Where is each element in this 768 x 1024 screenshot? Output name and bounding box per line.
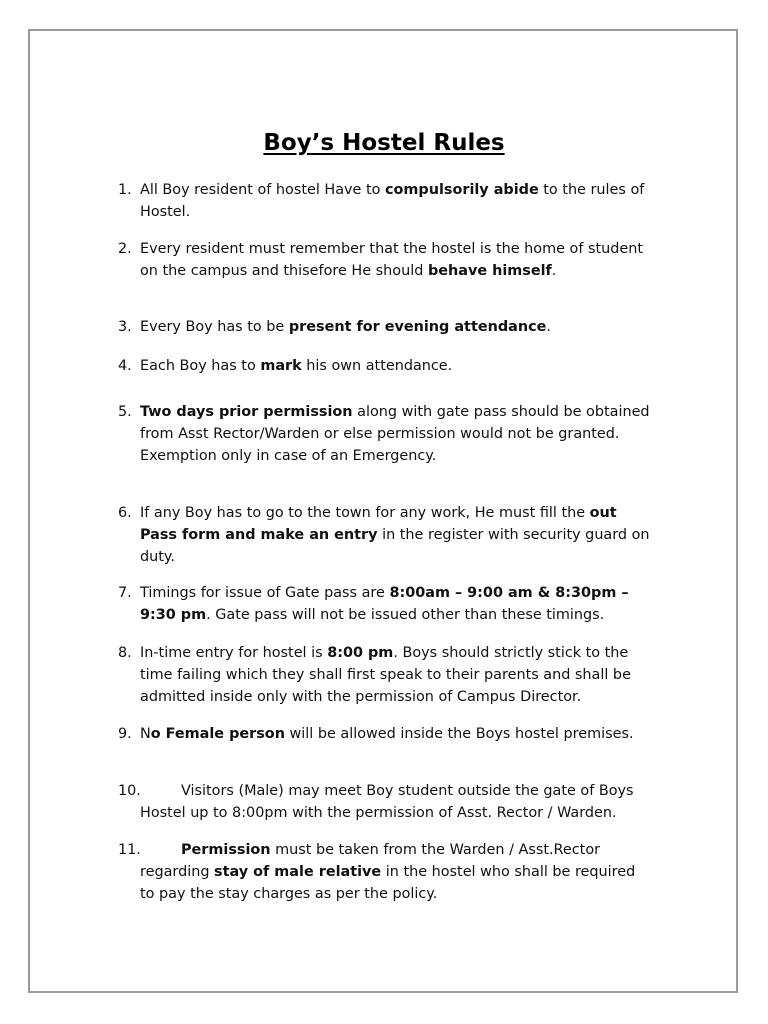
rule-text-line	[140, 642, 628, 664]
rule-emphasis: compulsorily abide	[385, 182, 539, 198]
rule-emphasis: out	[589, 505, 617, 521]
rule-number: 9.	[118, 726, 132, 742]
rule-text: Exemption only in case of an Emergency.	[140, 448, 437, 464]
rule-text: Visitors (Male) may meet Boy student outside the gate of Boys	[181, 783, 634, 799]
rule-text: in the hostel who shall be required	[381, 864, 636, 880]
rule-text: to pay the stay charges as per the policy.	[140, 886, 438, 902]
rule-text: N	[140, 726, 151, 742]
rule-text: must be taken from the Warden / Asst.Rector	[270, 842, 601, 858]
rule-text-line	[140, 802, 617, 824]
rule-number: 3.	[118, 319, 132, 335]
rule-text: his own attendance.	[301, 358, 453, 374]
rule-emphasis: o Female person	[150, 726, 285, 742]
rule-emphasis: stay of male relative	[214, 864, 382, 880]
rule-text-line	[140, 502, 617, 524]
rule-emphasis: present for evening attendance	[288, 319, 547, 335]
rule-text: .	[546, 319, 551, 335]
rule-number: 2.	[118, 241, 132, 257]
rule-text-line	[140, 355, 452, 377]
rule-number: 7.	[118, 585, 132, 601]
rule-text: All Boy resident of hostel Have to	[140, 182, 385, 198]
rule-text: Hostel up to 8:00pm with the permission of Asst. Rector / Warden.	[140, 805, 617, 821]
rule-text-line	[181, 839, 600, 861]
rule-text-line	[140, 316, 551, 338]
rule-text-line	[140, 524, 650, 546]
rule-emphasis: Permission	[181, 842, 271, 858]
rule-text: Every resident must remember that the hostel is the home of student	[140, 241, 643, 257]
rule-text-line	[140, 664, 631, 686]
rule-text: in the register with security guard on	[377, 527, 650, 543]
rule-text-line	[140, 260, 556, 282]
rule-text-line	[140, 604, 604, 626]
rule-text-line	[140, 861, 635, 883]
rule-text-line	[140, 723, 634, 745]
rule-emphasis: behave himself	[427, 263, 552, 279]
rule-text: on the campus and thisefore He should	[140, 263, 428, 279]
rule-text-line	[140, 238, 643, 260]
rule-text: from Asst Rector/Warden or else permission would not be granted.	[140, 426, 620, 442]
rule-text: regarding	[140, 864, 215, 880]
rule-emphasis: 9:30 pm	[140, 607, 207, 623]
rule-text-line	[140, 546, 175, 568]
document-title: Boy’s Hostel Rules	[263, 130, 505, 156]
rule-text: will be allowed inside the Boys hostel premises.	[284, 726, 634, 742]
rule-text-line	[181, 780, 634, 802]
rule-text: In-time entry for hostel is	[140, 645, 328, 661]
rule-number: 6.	[118, 505, 132, 521]
rule-text: time failing which they shall first speak to their parents and shall be	[140, 667, 631, 683]
rule-text: Hostel.	[140, 204, 191, 220]
rule-text: to the rules of	[538, 182, 645, 198]
rule-text: along with gate pass should be obtained	[352, 404, 650, 420]
rule-text: . Boys should strictly stick to the	[393, 645, 629, 661]
rule-emphasis: 8:00 pm	[327, 645, 394, 661]
rule-text: admitted inside only with the permission of Campus Director.	[140, 689, 582, 705]
rule-emphasis: Pass form and make an entry	[140, 527, 378, 543]
rule-text-line	[140, 423, 619, 445]
rule-emphasis: Two days prior permission	[140, 404, 353, 420]
rule-text: If any Boy has to go to the town for any work, He must fill the	[140, 505, 590, 521]
rule-text-line	[140, 445, 436, 467]
rule-number: 10.	[118, 783, 141, 799]
rule-text-line	[140, 401, 650, 423]
rule-text-line	[140, 686, 581, 708]
rule-text: Each Boy has to	[140, 358, 261, 374]
rule-text-line	[140, 883, 437, 905]
rule-text: .	[551, 263, 557, 279]
rule-emphasis: mark	[260, 358, 302, 374]
rule-text-line	[140, 201, 190, 223]
rule-text-line	[140, 582, 629, 604]
rule-text-line	[140, 179, 644, 201]
rule-number: 5.	[118, 404, 132, 420]
rule-number: 8.	[118, 645, 132, 661]
rule-text: duty.	[140, 549, 175, 565]
rule-text: . Gate pass will not be issued other than these timings.	[206, 607, 605, 623]
rule-text: Timings for issue of Gate pass are	[140, 585, 390, 601]
rule-number: 4.	[118, 358, 132, 374]
rule-emphasis: 8:00am – 9:00 am & 8:30pm –	[389, 585, 629, 601]
rule-number: 11.	[118, 842, 141, 858]
rule-text: Every Boy has to be	[140, 319, 289, 335]
rule-number: 1.	[118, 182, 132, 198]
